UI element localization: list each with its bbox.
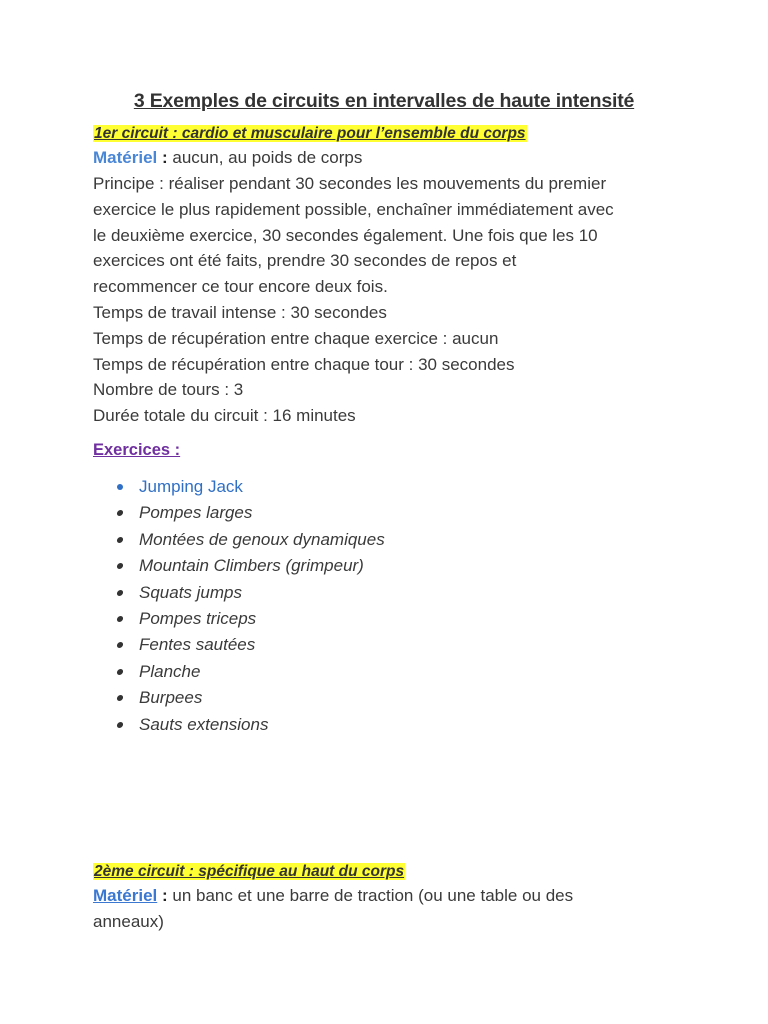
list-item: [93, 553, 385, 579]
list-item: [93, 606, 385, 632]
circuit2-heading-line: [93, 858, 693, 885]
principe-line: exercice le plus rapidement possible, enchaîner immédiatement avec: [93, 199, 614, 219]
exercise-label: Sauts extensions: [139, 714, 269, 734]
list-item: [93, 474, 385, 500]
circuit1-heading-line: [93, 120, 693, 147]
circuit2-materiel-line-2: anneaux): [93, 911, 164, 931]
exercise-label: Squats jumps: [139, 582, 242, 602]
recup-exercice: Temps de récupération entre chaque exercice : aucun: [93, 328, 499, 348]
exercise-label: Burpees: [139, 688, 203, 708]
bullet-icon: [116, 695, 123, 701]
document-title: 3 Exemples de circuits en intervalles de haute intensité: [133, 90, 635, 112]
circuit1-materiel-value: aucun, au poids de corps: [167, 148, 363, 167]
principe-line: exercices ont été faits, prendre 30 secondes de repos et: [93, 251, 517, 271]
bullet-icon: [117, 484, 123, 490]
circuit2-materiel-label: Matériel: [93, 886, 158, 905]
list-item: [93, 500, 385, 526]
exercise-label: Mountain Climbers (grimpeur): [139, 556, 364, 576]
nombre-tours: Nombre de tours : 3: [93, 380, 244, 400]
circuit2-materiel-colon: :: [161, 886, 168, 905]
bullet-icon: [116, 616, 123, 622]
bullet-icon: [116, 642, 123, 648]
bullet-icon: [116, 669, 123, 675]
list-item: [93, 580, 385, 606]
circuit1-materiel-label: Matériel: [93, 148, 158, 167]
exercise-label: Jumping Jack: [139, 477, 243, 496]
exercise-label: Planche: [139, 661, 201, 681]
exercise-label: Montées de genoux dynamiques: [139, 529, 385, 549]
circuit2-materiel-line: [93, 883, 693, 909]
exercise-list: [93, 474, 385, 738]
bullet-icon: [116, 590, 123, 596]
exercise-label: Pompes larges: [139, 503, 253, 523]
exercices-heading-line: [93, 437, 693, 464]
list-item: [93, 632, 385, 658]
circuit1-materiel-colon: :: [161, 148, 168, 167]
bullet-icon: [116, 537, 123, 543]
circuit1-materiel-line: [93, 145, 693, 171]
recup-tour: Temps de récupération entre chaque tour : 30 secondes: [93, 354, 515, 374]
exercise-label: Fentes sautées: [139, 635, 256, 655]
duree-totale: Durée totale du circuit : 16 minutes: [93, 406, 356, 426]
circuit2-materiel: [93, 883, 693, 935]
circuit1-heading: 1er circuit : cardio et musculaire pour l’ensemble du corps: [94, 125, 526, 142]
principe-line: Principe : réaliser pendant 30 secondes les mouvements du premier: [93, 174, 607, 193]
circuit2-materiel-value: un banc et une barre de traction (ou une table ou des: [167, 886, 574, 905]
list-item: [93, 685, 385, 711]
bullet-icon: [116, 722, 123, 728]
circuit1-principe: [93, 171, 693, 429]
exercices-heading: Exercices :: [93, 441, 181, 459]
list-item: [93, 712, 385, 738]
exercise-label: Pompes triceps: [139, 608, 257, 628]
bullet-icon: [116, 510, 123, 516]
list-item: [93, 527, 385, 553]
list-item: [93, 659, 385, 685]
circuit2-heading: 2ème circuit : spécifique au haut du corps: [94, 863, 405, 880]
principe-line: recommencer ce tour encore deux fois.: [93, 277, 388, 297]
temps-travail: Temps de travail intense : 30 secondes: [93, 302, 387, 322]
bullet-icon: [116, 563, 123, 569]
principe-line: le deuxième exercice, 30 secondes également. Une fois que les 10: [93, 225, 598, 245]
